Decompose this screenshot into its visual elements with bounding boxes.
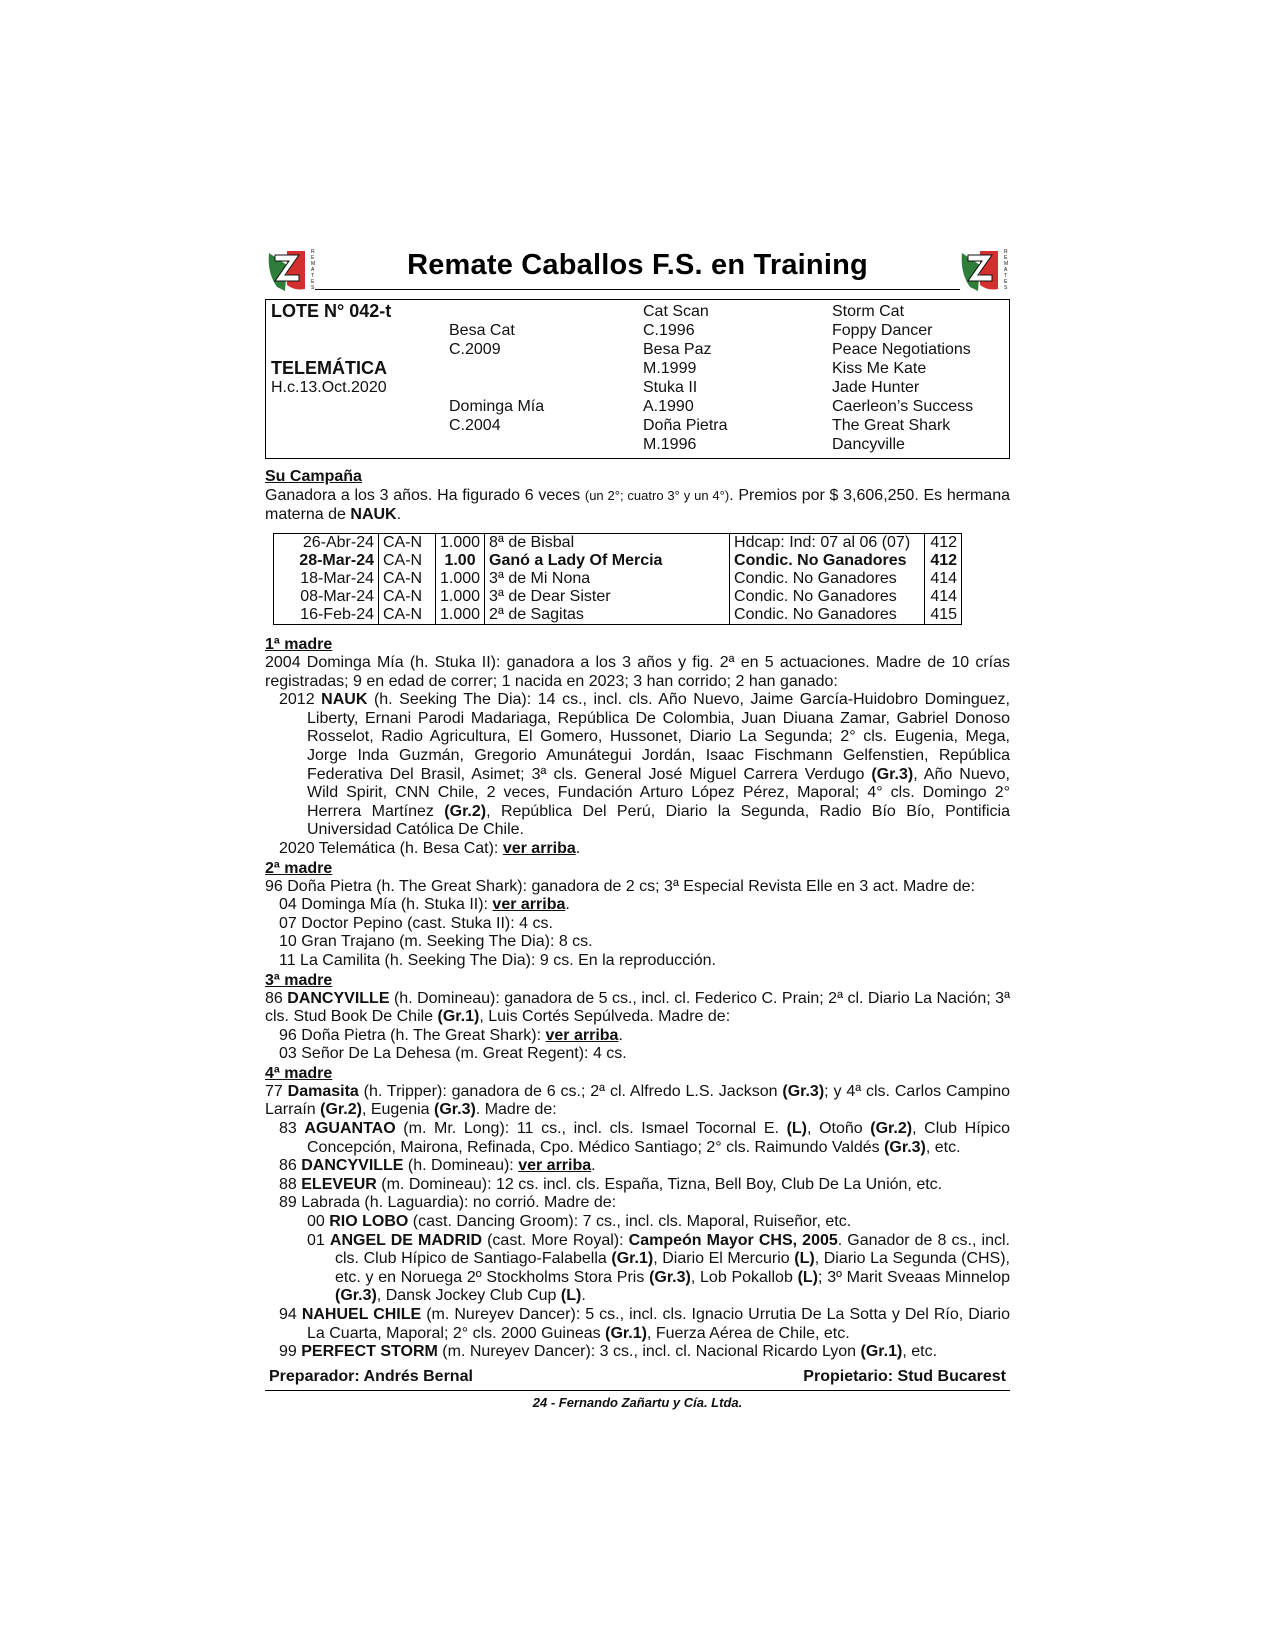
list-item: 11 La Camilita (h. Seeking The Dia): 9 cs. En la reproducción. — [279, 951, 716, 969]
svg-text:R: R — [311, 249, 315, 255]
owner-label: Propietario: Stud Bucarest — [803, 1367, 1006, 1385]
svg-text:M: M — [311, 261, 316, 267]
svg-text:T: T — [1004, 273, 1008, 279]
great-grandparent-item: Dancyville — [832, 436, 905, 453]
third-dam-section — [265, 971, 1010, 1064]
svg-text:M: M — [1004, 261, 1009, 267]
pedigree-box — [265, 299, 1010, 459]
title-rule — [315, 289, 960, 290]
svg-text:E: E — [1004, 255, 1008, 261]
horse-info: H.c.13.Oct.2020 — [271, 379, 387, 396]
list-item: 96 Doña Pietra (h. The Great Shark): ver arriba. — [279, 1026, 623, 1044]
grandparent-item: M.1996 — [643, 436, 697, 453]
zr-logo-icon — [265, 245, 317, 293]
svg-text:S: S — [311, 285, 315, 291]
svg-text:R: R — [1004, 249, 1008, 255]
list-item: 94 NAHUEL CHILE (m. Nureyev Dancer): 5 cs., incl. cls. Ignacio Urrutia De La Sotta y Del Río, Diario La Cuarta, Maporal; 2° cls. 2000 Guineas (Gr.1), Fuerza Aérea de Chile, etc. — [279, 1306, 1010, 1342]
sire-name: Besa Cat — [449, 322, 515, 339]
svg-text:T: T — [311, 273, 315, 279]
first-dam-section — [265, 635, 1010, 859]
table-row: 28-Mar-24 CA-N 1.00 Ganó a Lady Of Mercia Condic. No Ganadores 412 — [274, 552, 962, 570]
second-dam-section — [265, 859, 1010, 971]
great-grandparent-item: Storm Cat — [832, 303, 905, 320]
sire-info: C.2009 — [449, 341, 501, 358]
fourth-dam-heading: 4ª madre — [265, 1064, 333, 1082]
list-item: 10 Gran Trajano (m. Seeking The Dia): 8 cs. — [279, 933, 593, 951]
see-above-link: ver arriba — [518, 1157, 592, 1175]
page — [265, 245, 1010, 1410]
page-number: 24 - Fernando Zañartu y Cía. Ltda. — [532, 1394, 743, 1410]
svg-text:A: A — [311, 267, 315, 273]
list-item: 88 ELEVEUR (m. Domineau): 12 cs. incl. cls. España, Tizna, Bell Boy, Club De La Unión, etc. — [279, 1175, 943, 1193]
grandparent-item: Doña Pietra — [643, 417, 728, 434]
great-grandparent-item: The Great Shark — [832, 417, 951, 434]
campaign-text: Ganadora a los 3 años. Ha figurado 6 veces (un 2°; cuatro 3° y un 4°). Premios por $ 3,606,250. Es hermana materna de NAUK. — [265, 487, 1011, 523]
svg-text:E: E — [1004, 279, 1008, 285]
second-dam-heading: 2ª madre — [265, 859, 333, 877]
table-row: 18-Mar-24 CA-N 1.000 3ª de Mi Nona Condic. No Ganadores 414 — [274, 570, 962, 588]
offspring-nauk: 2012 NAUK (h. Seeking The Dia): 14 cs., incl. cls. Año Nuevo, Jaime García-Huidobro Dominguez, Liberty, Ernani Parodi Madariaga, República De Colombia, Juan Diuana Zamar, Gabriel Donoso Rosselot, Radio Agricultura, El Gomero, Hussonet, Diario La Segunda; 2° cls. Eugenia, Mega, Jorge Inda Guzmán, Gregorio Amunátegui Jordán, Isaac Fischmann Gelfenstien, República Federativa Del Brasil, Asimet; 3ª cls. General José Miguel Carrera Verdugo (Gr.3), Año Nuevo, Wild Spirit, CNN Chile, 2 veces, Fundación Arturo López Pérez, Maporal; 4° cls. Domingo 2° Herrera Martínez (Gr.2), República Del Perú, Diario la Segunda, Radio Bío Bío, Pontificia Universidad Católica De Chile. — [279, 691, 1010, 839]
campaign-heading: Su Campaña — [265, 468, 362, 485]
great-grandparent-item: Peace Negotiations — [832, 341, 971, 358]
list-item: 86 DANCYVILLE (h. Domineau): ver arriba. — [279, 1157, 596, 1175]
svg-text:A: A — [1004, 267, 1008, 273]
race-record-table — [273, 533, 962, 625]
header — [265, 245, 1010, 297]
table-row: 26-Abr-24 CA-N 1.000 8ª de Bisbal Hdcap: Ind: 07 al 06 (07) 412 — [274, 534, 962, 553]
footer-rule — [265, 1390, 1010, 1391]
list-item: 01 ANGEL DE MADRID (cast. More Royal): Campeón Mayor CHS, 2005. Ganador de 8 cs., incl. cls. Club Hípico de Santiago-Falabella (Gr.1), Diario El Mercurio (L), Diario La Segunda (CHS), etc. y en Noruega 2º Stockholms Stora Pris (Gr.3), Lob Pokallob (L); 3º Marit Sveaas Minnelop (Gr.3), Dansk Jockey Club Cup (L). — [307, 1231, 1011, 1305]
lote-number: LOTE N° 042-t — [271, 301, 392, 321]
fourth-dam-intro: 77 Damasita (h. Tripper): ganadora de 6 cs.; 2ª cl. Alfredo L.S. Jackson (Gr.3); y 4ª cls. Carlos Campino Larraín (Gr.2), Eugenia (Gr.3). Madre de: — [265, 1082, 1010, 1119]
great-grandparent-item: Foppy Dancer — [832, 322, 933, 339]
zr-logo-icon — [958, 245, 1010, 293]
grandparent-item: Besa Paz — [643, 341, 712, 358]
svg-text:E: E — [311, 255, 315, 261]
see-above-link: ver arriba — [545, 1026, 619, 1044]
third-dam-heading: 3ª madre — [265, 971, 333, 989]
grandparent-item: Stuka II — [643, 379, 698, 396]
dam-name: Dominga Mía — [449, 398, 545, 415]
see-above-link: ver arriba — [502, 839, 576, 857]
great-grandparent-item: Jade Hunter — [832, 379, 920, 396]
second-dam-intro: 96 Doña Pietra (h. The Great Shark): ganadora de 2 cs; 3ª Especial Revista Elle en 3 act. Madre de: — [265, 877, 976, 895]
list-item: 04 Dominga Mía (h. Stuka II): ver arriba. — [279, 896, 570, 914]
list-item: 99 PERFECT STORM (m. Nureyev Dancer): 3 cs., incl. cl. Nacional Ricardo Lyon (Gr.1), etc. — [279, 1343, 938, 1361]
pedigree-great-grandparents-column — [832, 302, 973, 454]
list-item: 03 Señor De La Dehesa (m. Great Regent): 4 cs. — [279, 1045, 627, 1063]
svg-text:S: S — [1004, 285, 1008, 291]
grandparent-item: M.1999 — [643, 360, 697, 377]
fourth-dam-section — [265, 1064, 1010, 1362]
pedigree-grandparents-column — [643, 302, 728, 454]
pedigree-horse-column — [271, 302, 391, 397]
third-dam-intro: 86 DANCYVILLE (h. Domineau): ganadora de 5 cs., incl. cl. Federico C. Prain; 2ª cl. Diario La Nación; 3ª cls. Stud Book De Chile (Gr.1), Luis Cortés Sepúlveda. Madre de: — [265, 989, 1010, 1026]
list-item: 07 Doctor Pepino (cast. Stuka II): 4 cs. — [279, 914, 553, 932]
see-above-link: ver arriba — [492, 896, 566, 914]
trainer-label: Preparador: Andrés Bernal — [269, 1367, 473, 1385]
footer — [265, 1368, 1010, 1390]
list-item: 89 Labrada (h. Laguardia): no corrió. Madre de: — [279, 1194, 617, 1212]
great-grandparent-item: Caerleon’s Success — [832, 398, 974, 415]
first-dam-intro: 2004 Dominga Mía (h. Stuka II): ganadora a los 3 años y fig. 2ª en 5 actuaciones. Madre de 10 crías registradas; 9 en edad de correr; 1 nacida en 2023; 3 han corrido; 2 han ganado: — [265, 654, 1010, 690]
dam-info: C.2004 — [449, 417, 501, 434]
table-row: 16-Feb-24 CA-N 1.000 2ª de Sagitas Condic. No Ganadores 415 — [274, 606, 962, 625]
grandparent-item: A.1990 — [643, 398, 694, 415]
list-item: 83 AGUANTAO (m. Mr. Long): 11 cs., incl. cls. Ismael Tocornal E. (L), Otoño (Gr.2), Club Hípico Concepción, Mairona, Refinada, Cpo. Médico Santiago; 2° cls. Raimundo Valdés (Gr.3), etc. — [279, 1120, 1011, 1156]
page-title: Remate Caballos F.S. en Training — [407, 249, 868, 281]
horse-name: TELEMÁTICA — [271, 358, 387, 378]
campaign-section — [265, 467, 1010, 524]
svg-text:E: E — [311, 279, 315, 285]
table-row: 08-Mar-24 CA-N 1.000 3ª de Dear Sister Condic. No Ganadores 414 — [274, 588, 962, 606]
grandparent-item: Cat Scan — [643, 303, 709, 320]
pedigree-parents-column — [449, 302, 544, 435]
first-dam-heading: 1ª madre — [265, 636, 333, 653]
great-grandparent-item: Kiss Me Kate — [832, 360, 927, 377]
list-item: 00 RIO LOBO (cast. Dancing Groom): 7 cs., incl. cls. Maporal, Ruiseñor, etc. — [307, 1213, 852, 1231]
offspring-telematica: 2020 Telemática (h. Besa Cat): ver arriba. — [279, 839, 581, 857]
grandparent-item: C.1996 — [643, 322, 695, 339]
